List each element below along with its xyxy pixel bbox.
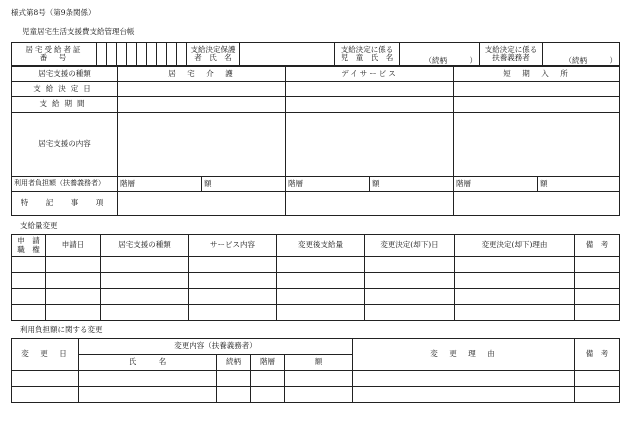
recipient-no-digit[interactable] <box>177 43 187 66</box>
child-label: 支給決定に係る 児 童 氏 名 <box>335 43 400 66</box>
cell[interactable] <box>12 387 79 403</box>
col-amount: 額 <box>285 355 353 371</box>
cell[interactable] <box>455 305 575 321</box>
col-level: 階層 <box>251 355 285 371</box>
cell[interactable] <box>101 257 189 273</box>
decision-date-home[interactable] <box>118 82 286 97</box>
cell[interactable] <box>189 305 277 321</box>
cell[interactable] <box>12 305 46 321</box>
cell[interactable] <box>277 305 365 321</box>
col-home-care: 居 宅 介 護 <box>118 67 286 82</box>
recipient-no-digit[interactable] <box>147 43 157 66</box>
col-decision-date: 変更決定(却下)日 <box>365 235 455 257</box>
col-relation: 続柄 <box>217 355 251 371</box>
col-application-date: 申請日 <box>46 235 101 257</box>
burden-level-short[interactable]: 階層 <box>454 177 538 192</box>
col-supporter-name: 氏 名 <box>79 355 217 371</box>
change-table <box>11 234 620 321</box>
content-day[interactable] <box>286 113 454 177</box>
cell[interactable] <box>575 371 620 387</box>
row-burden-label: 利用者負担額（扶養義務者） <box>12 177 118 192</box>
cell[interactable] <box>575 305 620 321</box>
cell[interactable] <box>365 305 455 321</box>
period-day[interactable] <box>286 97 454 113</box>
cell[interactable] <box>285 387 353 403</box>
cell[interactable] <box>101 289 189 305</box>
col-change-date: 変 更 日 <box>12 339 79 371</box>
table-row <box>12 257 620 273</box>
row-type-label: 居宅支援の種類 <box>12 67 118 82</box>
col-service-content: サービス内容 <box>189 235 277 257</box>
cell[interactable] <box>12 289 46 305</box>
burden-amount-home[interactable]: 額 <box>202 177 286 192</box>
ledger-title: 児童居宅生活支援費支給管理台帳 <box>22 27 135 36</box>
cell[interactable] <box>46 289 101 305</box>
col-applicant: 申 請 職 権 <box>12 235 46 257</box>
recipient-no-digit[interactable] <box>157 43 167 66</box>
cell[interactable] <box>455 257 575 273</box>
notes-home[interactable] <box>118 192 286 216</box>
recipient-no-digit[interactable] <box>167 43 177 66</box>
cell[interactable] <box>46 257 101 273</box>
burden-amount-day[interactable]: 額 <box>370 177 454 192</box>
cell[interactable] <box>575 257 620 273</box>
recipient-no-digit[interactable] <box>107 43 117 66</box>
cell[interactable] <box>455 273 575 289</box>
cell[interactable] <box>455 289 575 305</box>
recipient-no-digit[interactable] <box>137 43 147 66</box>
cell[interactable] <box>575 273 620 289</box>
recipient-no-digit[interactable] <box>117 43 127 66</box>
cell[interactable] <box>277 273 365 289</box>
cell[interactable] <box>251 371 285 387</box>
col-decision-reason: 変更決定(却下)理由 <box>455 235 575 257</box>
cell[interactable] <box>12 273 46 289</box>
decision-date-short[interactable] <box>454 82 620 97</box>
guardian-label: 支給決定保護 者 氏 名 <box>187 43 240 66</box>
burden-section-title: 利用負担額に関する変更 <box>20 325 103 334</box>
change-section-title: 支給量変更 <box>20 221 58 230</box>
supporter-name-field[interactable]: （続柄 ） <box>543 43 620 66</box>
cell[interactable] <box>79 371 217 387</box>
row-content-label: 居宅支援の内容 <box>12 113 118 177</box>
col-new-amount: 変更後支給量 <box>277 235 365 257</box>
cell[interactable] <box>12 371 79 387</box>
cell[interactable] <box>101 273 189 289</box>
header-table <box>11 42 620 66</box>
row-period-label: 支給期間 <box>12 97 118 113</box>
burden-level-day[interactable]: 階層 <box>286 177 370 192</box>
cell[interactable] <box>12 257 46 273</box>
period-home[interactable] <box>118 97 286 113</box>
table-row <box>12 289 620 305</box>
cell[interactable] <box>365 289 455 305</box>
cell[interactable] <box>189 273 277 289</box>
notes-short[interactable] <box>454 192 620 216</box>
col-change-reason: 変 更 理 由 <box>353 339 575 371</box>
cell[interactable] <box>101 305 189 321</box>
decision-date-day[interactable] <box>286 82 454 97</box>
row-notes-label: 特 記 事 項 <box>12 192 118 216</box>
cell[interactable] <box>277 289 365 305</box>
recipient-no-digit[interactable] <box>127 43 137 66</box>
cell[interactable] <box>79 387 217 403</box>
main-table <box>11 66 620 216</box>
cell[interactable] <box>46 305 101 321</box>
recipient-no-digit[interactable] <box>97 43 107 66</box>
col-day-service: デイサービス <box>286 67 454 82</box>
table-row <box>12 387 620 403</box>
cell[interactable] <box>353 387 575 403</box>
cell[interactable] <box>575 387 620 403</box>
burden-amount-short[interactable]: 額 <box>538 177 620 192</box>
cell[interactable] <box>277 257 365 273</box>
col-support-type: 居宅支援の種類 <box>101 235 189 257</box>
table-row <box>12 371 620 387</box>
cell[interactable] <box>353 371 575 387</box>
cell[interactable] <box>365 273 455 289</box>
notes-day[interactable] <box>286 192 454 216</box>
cell[interactable] <box>46 273 101 289</box>
form-number: 様式第8号（第9条関係） <box>11 8 96 17</box>
child-name-field[interactable]: （続柄 ） <box>400 43 480 66</box>
row-decision-date-label: 支給決定日 <box>12 82 118 97</box>
recipient-no-label: 居宅受給者証 番 号 <box>12 43 97 66</box>
burden-level-home[interactable]: 階層 <box>118 177 202 192</box>
cell[interactable] <box>217 371 251 387</box>
col-short-stay: 短 期 入 所 <box>454 67 620 82</box>
cell[interactable] <box>365 257 455 273</box>
cell[interactable] <box>189 289 277 305</box>
col-change-content: 変更内容（扶養義務者） <box>79 339 353 355</box>
content-home[interactable] <box>118 113 286 177</box>
content-short[interactable] <box>454 113 620 177</box>
cell[interactable] <box>189 257 277 273</box>
table-row <box>12 305 620 321</box>
cell[interactable] <box>285 371 353 387</box>
guardian-name-field[interactable] <box>240 43 335 66</box>
cell[interactable] <box>251 387 285 403</box>
col-remarks: 備 考 <box>575 235 620 257</box>
cell[interactable] <box>575 289 620 305</box>
period-short[interactable] <box>454 97 620 113</box>
burden-table <box>11 338 620 403</box>
col-burden-remarks: 備 考 <box>575 339 620 371</box>
table-row <box>12 273 620 289</box>
cell[interactable] <box>217 387 251 403</box>
supporter-label: 支給決定に係る 扶養義務者 <box>480 43 543 66</box>
